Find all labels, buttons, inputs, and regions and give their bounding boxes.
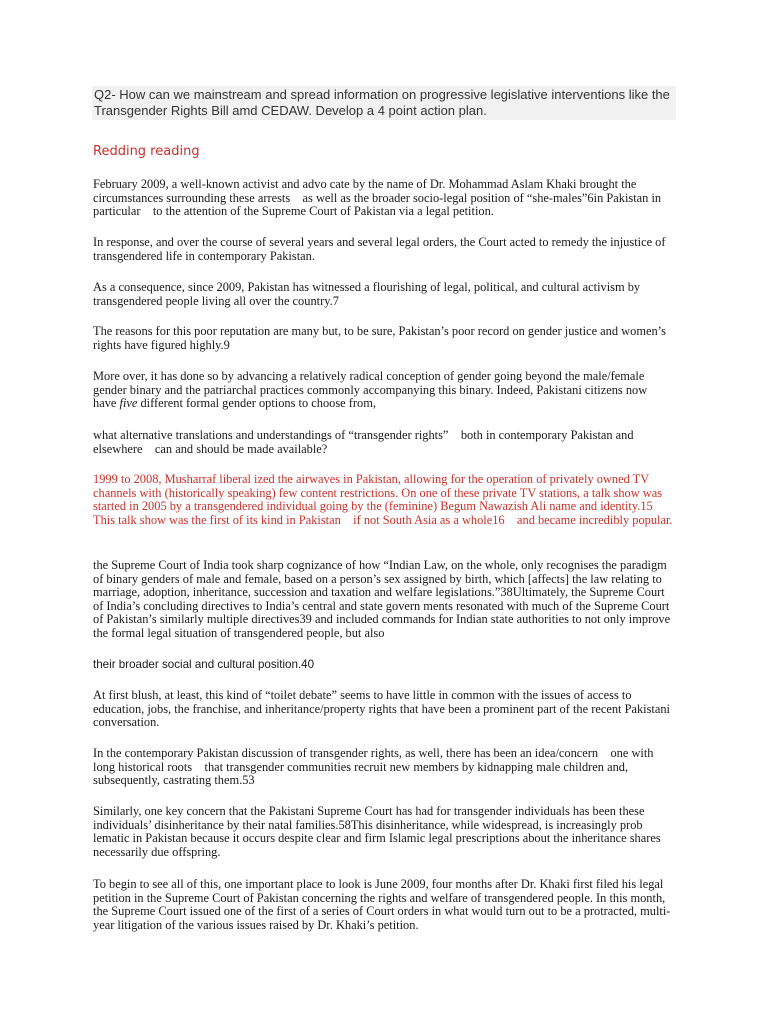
paragraph-5 (93, 370, 673, 411)
paragraph-5-italic: five (119, 396, 138, 410)
paragraph-9: their broader social and cultural position.40 (93, 658, 315, 671)
paragraph-12: Similarly, one key concern that the Pakistani Supreme Court has had for transgender individuals has been these individuals’ disinheritance by their natal families.58This disinheritance, while widespread, is increasingly prob lematic in Pakistan because it occurs despite clear and firm Islamic legal prescriptions about the inheritance shares necessarily due offspring. (93, 804, 661, 859)
paragraph-3: As a consequence, since 2009, Pakistan has witnessed a flourishing of legal, political, and cultural activism by transgendered people living all over the country.7 (93, 280, 641, 308)
section-heading: Redding reading (93, 144, 200, 159)
paragraph-6: what alternative translations and understandings of “transgender rights” both in contemporary Pakistan and elsewhere can and should be made available? (93, 428, 634, 456)
paragraph-5-text-start: More over, it has done so by advancing a relatively radical conception of gender going beyond the male/female gender binary and the patriarchal practices commonly accompanying this binary. Indeed, Pakistani citizens now have (93, 369, 648, 410)
paragraph-5-text-end: different formal gender options to choose from, (137, 396, 376, 410)
paragraph-2: In response, and over the course of several years and several legal orders, the Court acted to remedy the injustice of transgendered life in contemporary Pakistan. (93, 235, 666, 263)
question-text: Q2- How can we mainstream and spread information on progressive legislative interventions like the Transgender Rights Bill amd CEDAW. Develop a 4 point action plan. (92, 86, 676, 120)
paragraph-1: February 2009, a well-known activist and advo cate by the name of Dr. Mohammad Aslam Khaki brought the circumstances surrounding these arrests as well as the broader socio-legal position of “she-males”6in Pakistan in particular to the attention of the Supreme Court of Pakistan via a legal petition. (93, 177, 662, 218)
paragraph-11: In the contemporary Pakistan discussion of transgender rights, as well, there has been an idea/concern one with long historical roots that transgender communities recruit new members by kidnapping male children and, subsequently, castrating them.53 (93, 746, 654, 787)
paragraph-4: The reasons for this poor reputation are many but, to be sure, Pakistan’s poor record on gender justice and women’s rights have figured highly.9 (93, 324, 666, 352)
paragraph-10: At first blush, at least, this kind of “toilet debate” seems to have little in common with the issues of access to education, jobs, the franchise, and inheritance/property rights that have been a prominent part of the recent Pakistani conversation. (93, 688, 670, 729)
paragraph-8: the Supreme Court of India took sharp cognizance of how “Indian Law, on the whole, only recognises the paradigm of binary genders of male and female, based on a person’s sex assigned by birth, which [affects] the law relating to marriage, adoption, inheritance, succession and taxation and welfare legislations.”38Ultimately, the Supreme Court of India’s concluding directives to India’s central and state govern ments resonated with much of the Supreme Court of Pakistan’s similarly multiple directives39 and included commands for Indian state authorities to not only improve the formal legal situation of transgendered people, but also (93, 558, 671, 640)
paragraph-13: To begin to see all of this, one important place to look is June 2009, four months after Dr. Khaki first filed his legal petition in the Supreme Court of Pakistan concerning the rights and welfare of transgendered people. In this month, the Supreme Court issued one of the first of a series of Court orders in what would turn out to be a protracted, multi-year litigation of the various issues raised by Dr. Khaki’s petition. (93, 877, 671, 932)
paragraph-7: 1999 to 2008, Musharraf liberal ized the airwaves in Pakistan, allowing for the operation of privately owned TV channels with (historically speaking) few content restrictions. On one of these private TV stations, a talk show was started in 2005 by a transgendered individual going by the (feminine) Begum Nawazish Ali name and identity.15 This talk show was the first of its kind in Pakistan if not South Asia as a whole16 and became incredibly popular. (93, 472, 673, 527)
